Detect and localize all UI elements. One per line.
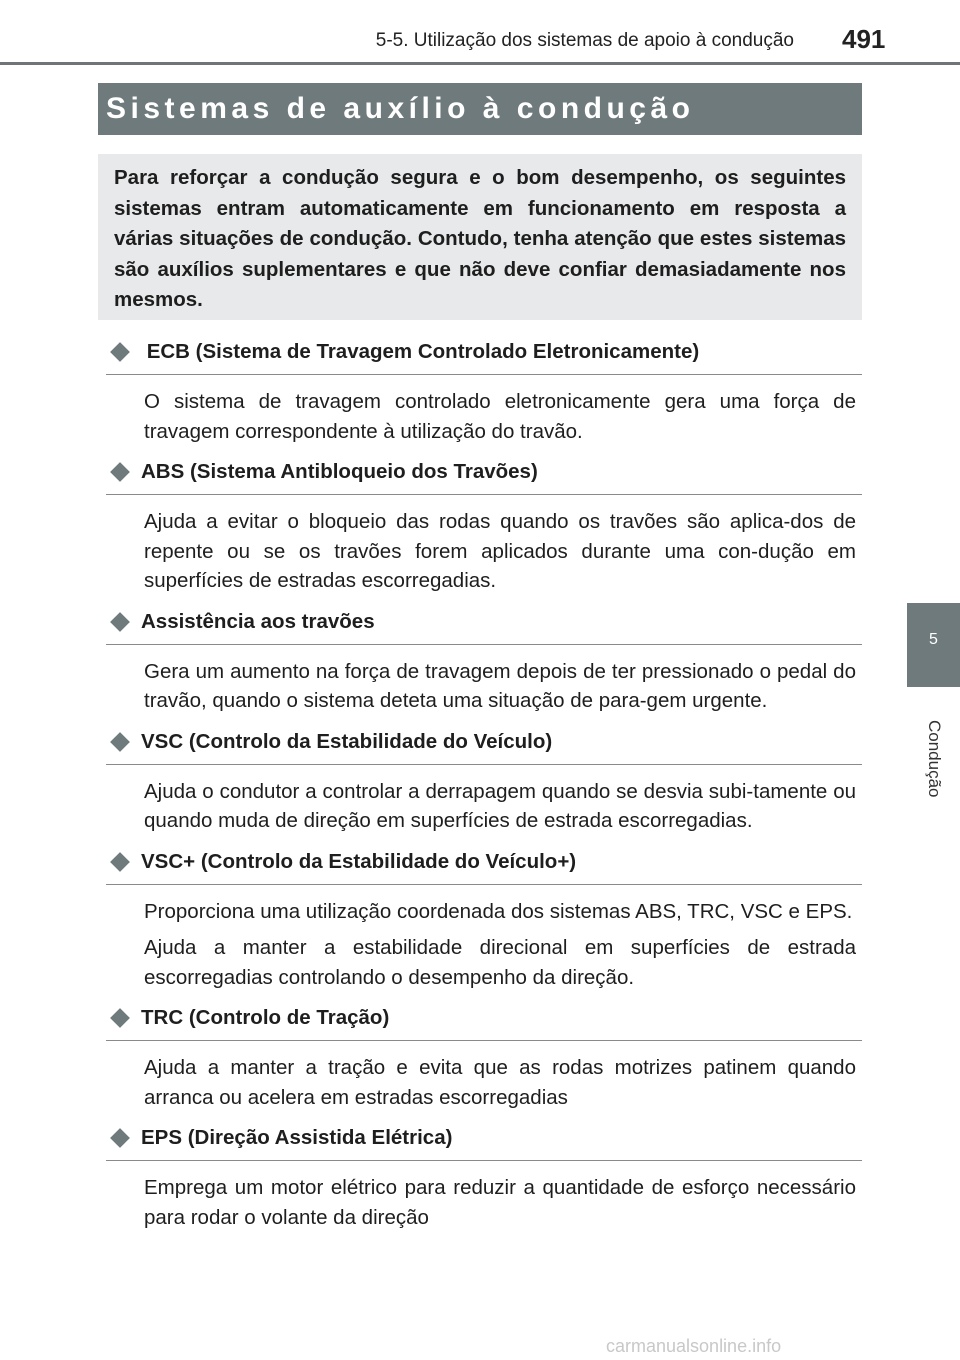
diamond-bullet-icon	[110, 342, 130, 362]
description-paragraph: Ajuda a manter a tração e evita que as rodas motrizes patinem quando arranca ou acelera em estradas escorregadias	[144, 1056, 856, 1109]
system-description	[144, 657, 856, 716]
system-description	[144, 507, 856, 596]
system-item	[106, 848, 862, 993]
intro-box	[98, 154, 862, 320]
running-header-section: 5-5. Utilização dos sistemas de apoio à condução	[375, 30, 794, 51]
diamond-bullet-icon	[110, 1008, 130, 1028]
intro-text: Para reforçar a condução segura e o bom desempenho, os seguintes sistemas entram automaticamente em funcionamento em resposta a várias situações de condução. Contudo, tenha atenção que estes sistemas são auxílios suplementares e que não deve confiar demasiadamente nos mesmos.	[114, 166, 846, 311]
description-paragraph: Gera um aumento na força de travagem depois de ter pressionado o pedal do travão, quando o sistema deteta uma situação de para-gem urgente.	[144, 659, 856, 712]
description-paragraph: Ajuda a manter a estabilidade direcional em superfícies de estrada escorregadias controlando o desempenho da direção.	[144, 936, 856, 989]
diamond-bullet-icon	[110, 462, 130, 482]
chapter-tab-number: 5	[929, 631, 938, 648]
header-rule	[0, 62, 960, 65]
diamond-bullet-icon	[110, 1128, 130, 1148]
description-paragraph: O sistema de travagem controlado eletronicamente gera uma força de travagem correspondente à utilização do travão.	[144, 390, 856, 443]
system-item	[106, 338, 862, 446]
system-item	[106, 1004, 862, 1112]
systems-list	[106, 338, 862, 1244]
system-item	[106, 458, 862, 596]
description-paragraph: Ajuda a evitar o bloqueio das rodas quando os travões são aplica-dos de repente ou se os travões forem aplicados durante uma con-dução em superfícies de estradas escorregadias.	[144, 510, 856, 592]
system-heading	[106, 458, 862, 495]
system-description	[144, 387, 856, 446]
chapter-tab-label: Condução	[925, 720, 944, 798]
diamond-bullet-icon	[110, 852, 130, 872]
system-heading-text: ECB (Sistema de Travagem Controlado Eletronicamente)	[141, 340, 700, 363]
description-paragraph: Ajuda o condutor a controlar a derrapagem quando se desvia subi-tamente ou quando muda de direção em superfícies de estrada escorregadias.	[144, 779, 856, 832]
system-description	[144, 1053, 856, 1112]
system-heading-text: VSC+ (Controlo da Estabilidade do Veículo+)	[141, 849, 577, 873]
system-description	[144, 777, 856, 836]
description-paragraph: Proporciona uma utilização coordenada dos sistemas ABS, TRC, VSC e EPS.	[144, 899, 853, 923]
system-item	[106, 1124, 862, 1232]
system-heading	[106, 728, 862, 765]
description-paragraph: Emprega um motor elétrico para reduzir a quantidade de esforço necessário para rodar o volante da direção	[144, 1176, 856, 1229]
system-description	[144, 1173, 856, 1232]
page-number: 491	[842, 24, 886, 54]
system-heading-text: VSC (Controlo da Estabilidade do Veículo)	[141, 729, 553, 753]
diamond-bullet-icon	[110, 612, 130, 632]
system-heading-text: Assistência aos travões	[141, 609, 375, 633]
system-heading	[106, 1004, 862, 1041]
system-heading-text: ABS (Sistema Antibloqueio dos Travões)	[141, 460, 538, 483]
system-description	[144, 897, 856, 993]
system-heading	[106, 848, 862, 885]
system-heading-text: TRC (Controlo de Tração)	[141, 1006, 390, 1029]
diamond-bullet-icon	[110, 732, 130, 752]
system-heading	[106, 1124, 862, 1161]
system-heading	[106, 608, 862, 645]
section-title: Sistemas de auxílio à condução	[98, 83, 862, 135]
system-item	[106, 728, 862, 836]
system-item	[106, 608, 862, 716]
watermark: carmanualsonline.info	[606, 1336, 782, 1356]
system-heading	[106, 338, 862, 375]
chapter-tab	[907, 603, 960, 687]
system-heading-text: EPS (Direção Assistida Elétrica)	[141, 1126, 453, 1149]
